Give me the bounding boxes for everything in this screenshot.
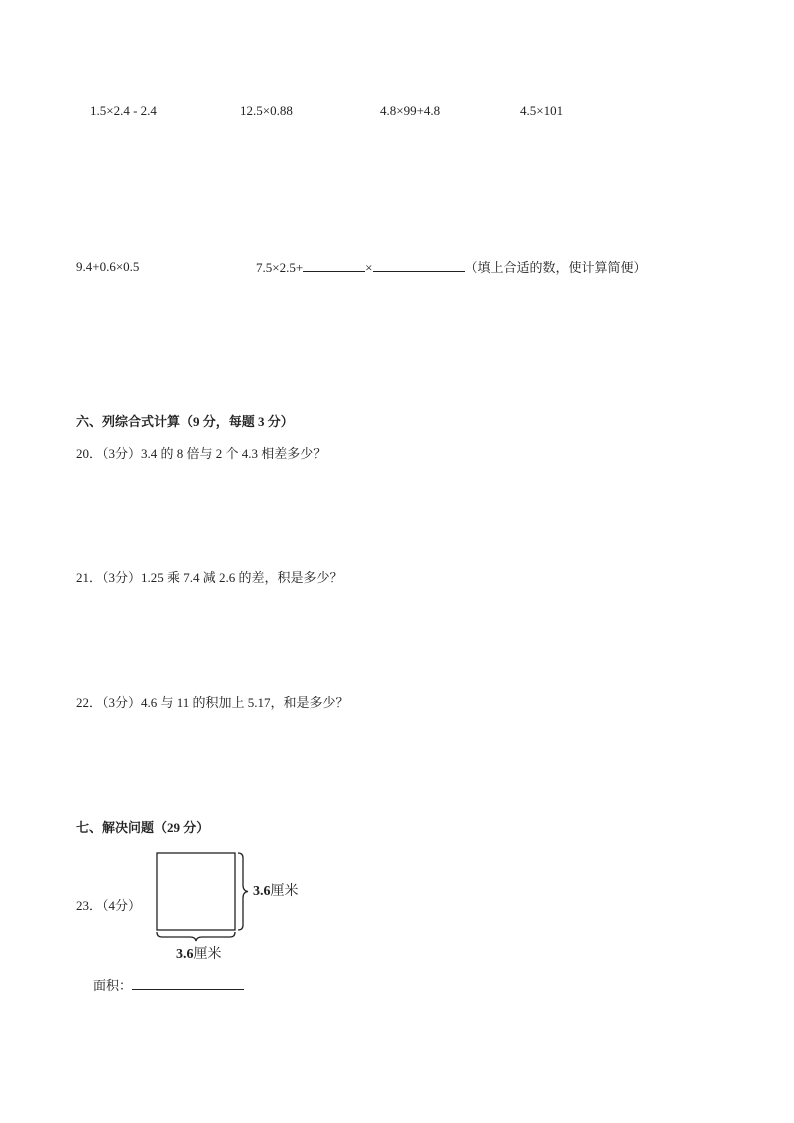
square-figure [150, 848, 310, 963]
side-length-label: 3.6厘米 [253, 884, 299, 899]
answer-blank-1[interactable] [303, 259, 365, 272]
question-23 [76, 898, 141, 914]
area-answer-line [93, 977, 244, 994]
square-shape [157, 853, 235, 930]
right-brace [238, 853, 248, 930]
answer-blank-2[interactable] [373, 259, 465, 272]
fill-expr-prefix: 7.5×2.5+ [256, 260, 304, 275]
question-22 [76, 695, 349, 711]
section-7-title: 七、解决问题（29 分） [76, 820, 210, 835]
question-20 [76, 446, 326, 462]
expression-2: 12.5×0.88 [240, 103, 293, 118]
question-text: 4.6 与 11 的积加上 5.17，和是多少？ [141, 695, 349, 710]
expression-1: 1.5×2.4 - 2.4 [90, 103, 157, 118]
question-number: 22． [76, 695, 103, 710]
question-score: （3分） [102, 695, 142, 710]
bottom-brace [157, 932, 235, 941]
fill-expr-note: （填上合适的数，使计算简便） [464, 260, 647, 275]
question-text: 3.4 的 8 倍与 2 个 4.3 相差多少？ [141, 446, 327, 461]
question-number: 21． [76, 570, 103, 585]
bottom-length-label: 3.6厘米 [176, 947, 222, 962]
question-score: （3分） [102, 570, 142, 585]
area-label: 面积： [93, 978, 133, 993]
question-score: （3分） [102, 446, 142, 461]
question-21 [76, 570, 343, 586]
expression-4: 4.5×101 [520, 103, 564, 118]
fill-expr-times: × [365, 260, 373, 275]
question-text: 1.25 乘 7.4 减 2.6 的差，积是多少？ [141, 570, 343, 585]
fill-blank-expression [256, 259, 647, 276]
question-score: （4分） [102, 898, 142, 913]
question-number: 20． [76, 446, 103, 461]
expression-5: 9.4+0.6×0.5 [76, 259, 140, 274]
expression-3: 4.8×99+4.8 [380, 103, 441, 118]
area-answer-blank[interactable] [132, 977, 244, 990]
section-6-title: 六、列综合式计算（9 分，每题 3 分） [76, 414, 294, 429]
question-number: 23． [76, 898, 103, 913]
